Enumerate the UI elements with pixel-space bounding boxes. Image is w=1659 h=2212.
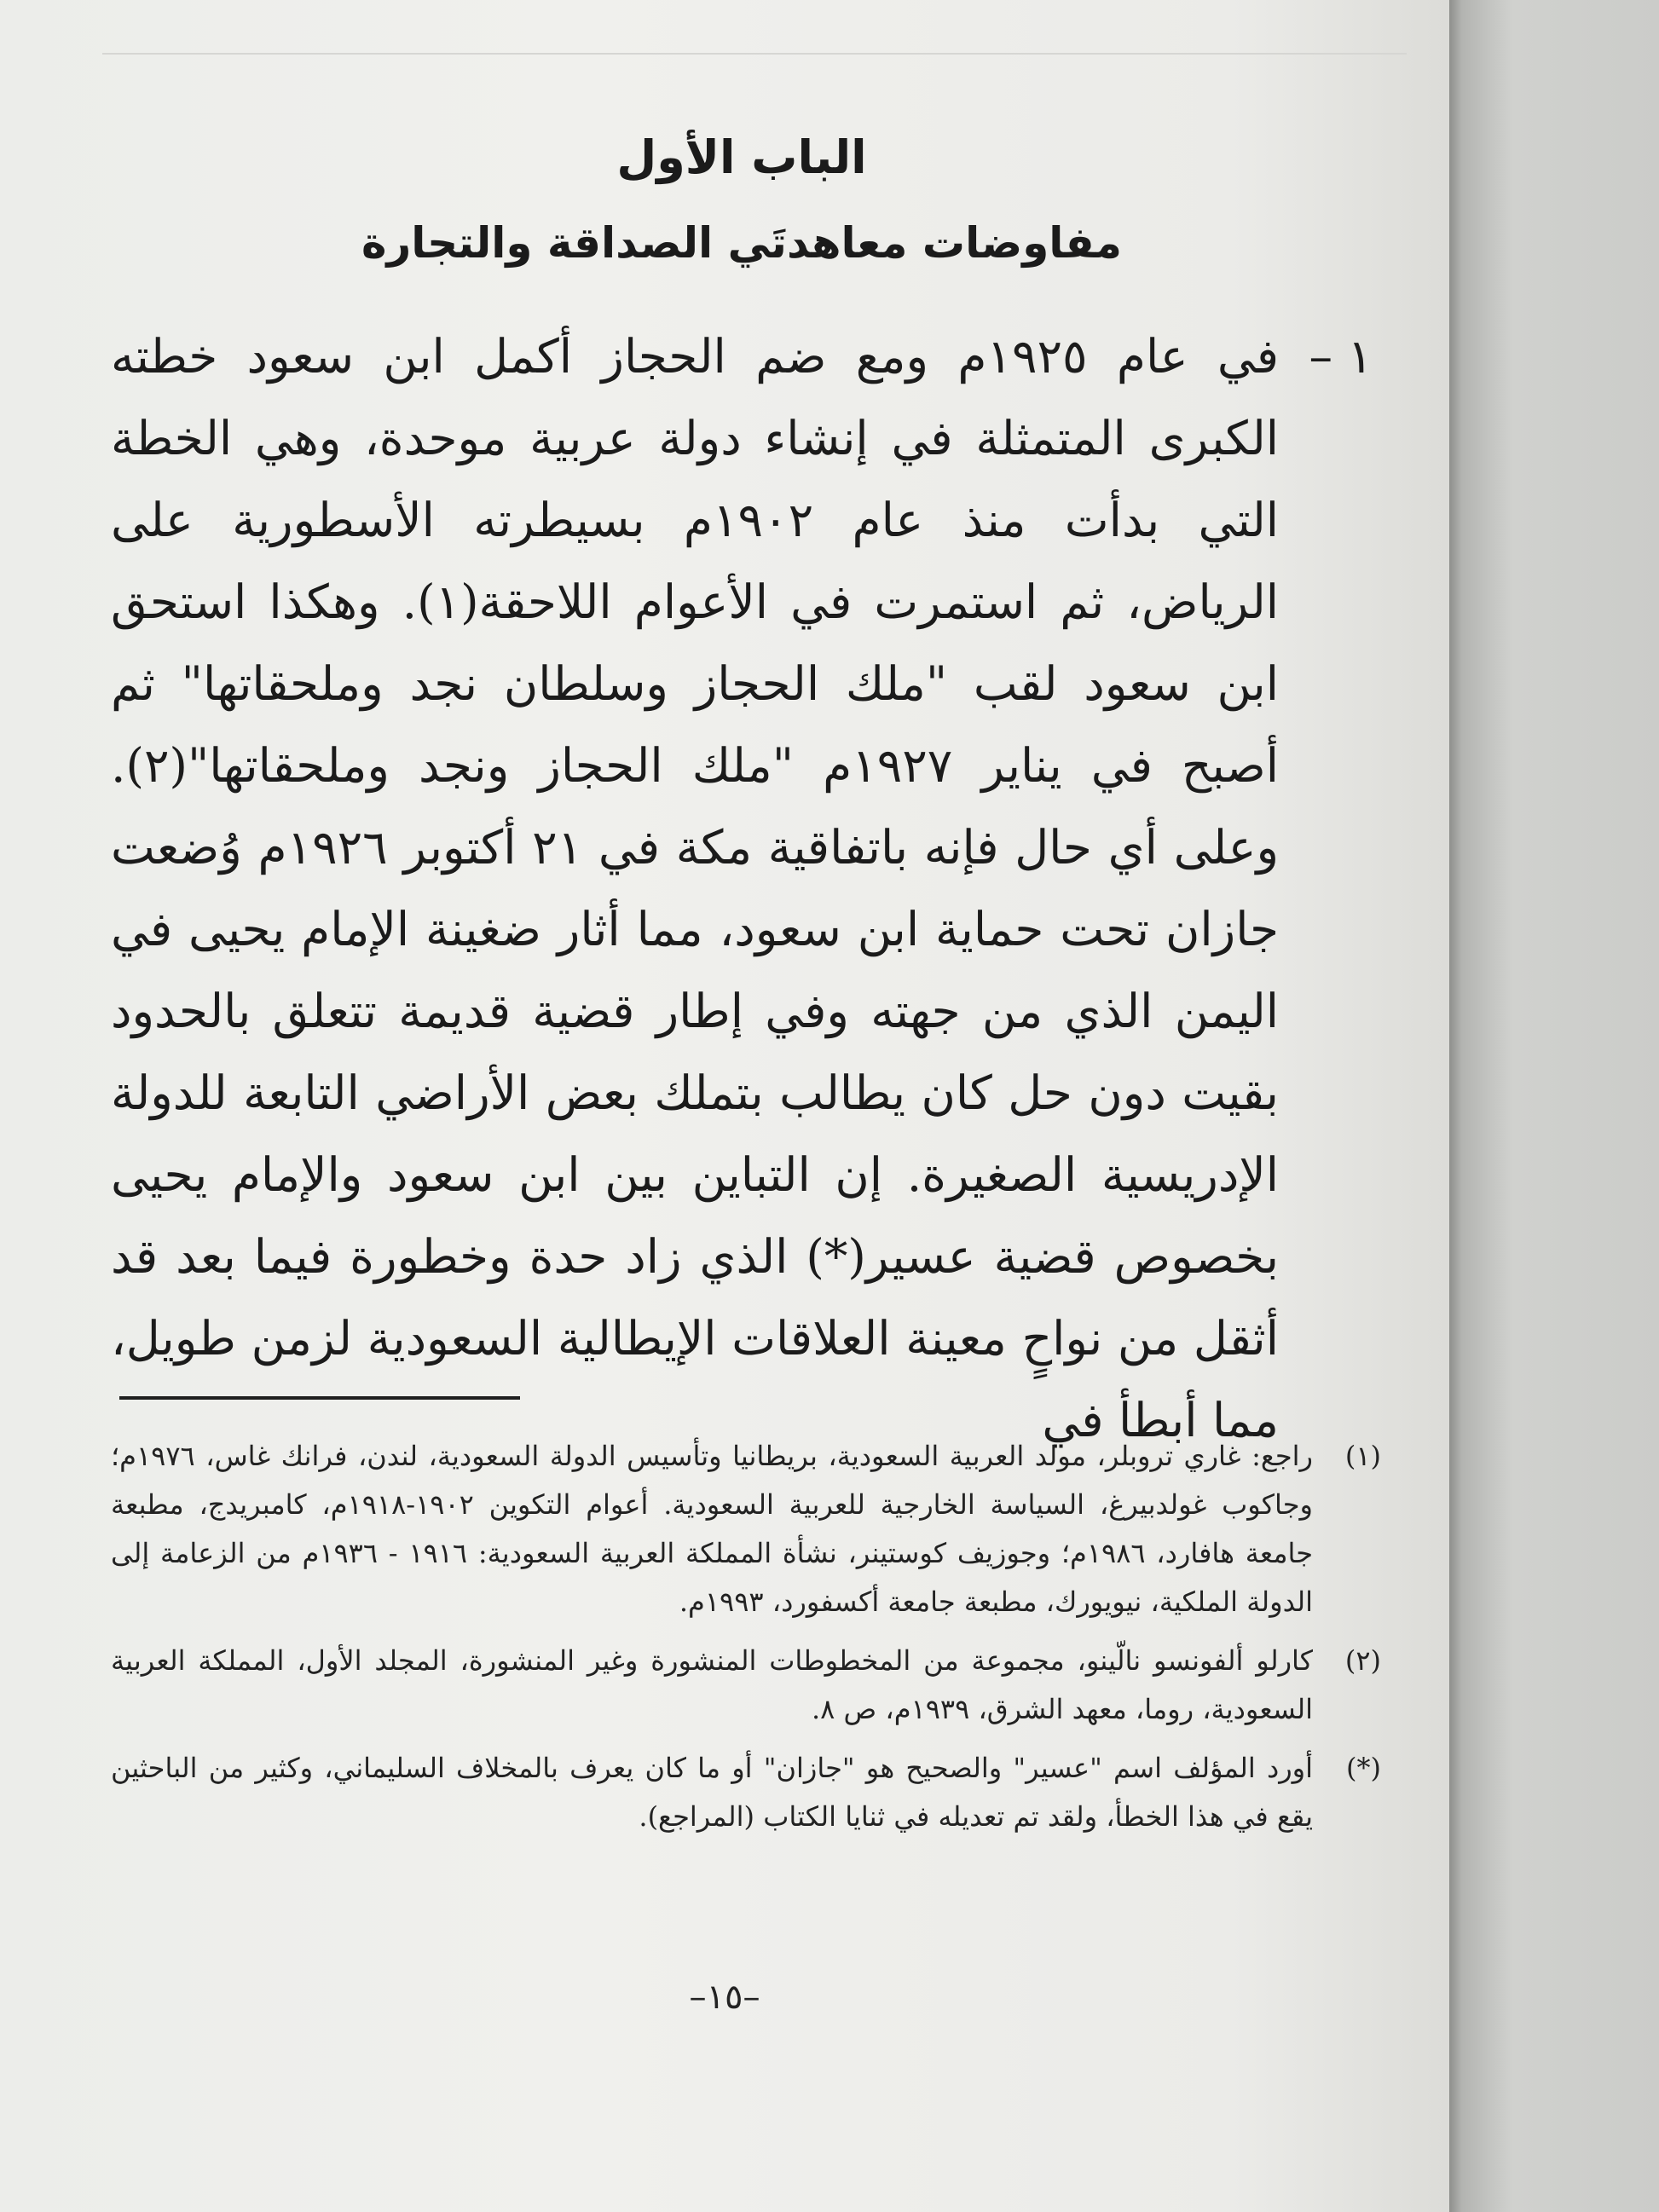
chapter-title: الباب الأول xyxy=(616,130,867,184)
body-paragraph xyxy=(111,315,1373,1461)
page-content xyxy=(111,128,1373,1461)
footnote-mark: (٢) xyxy=(1344,1644,1381,1677)
page-number: –١٥– xyxy=(689,1978,760,2017)
body-text: في عام ١٩٢٥م ومع ضم الحجاز أكمل ابن سعود خطته الكبرى المتمثلة في إنشاء دولة عربية موحدة، وهي الخطة التي بدأت منذ عام ١٩٠٢م بسيطرته الأسطورية على الرياض، ثم استمرت في الأعوام اللاحقة(١). وهكذا استحق ابن سعود لقب "ملك الحجاز وسلطان نجد وملحقاتها" ثم أصبح في يناير ١٩٢٧م "ملك الحجاز ونجد وملحقاتها"(٢). وعلى أي حال فإنه باتفاقية مكة في ٢١ أكتوبر ١٩٢٦م وُضعت جازان تحت حماية ابن سعود، مما أثار ضغينة الإمام يحيى في اليمن الذي من جهته وفي إطار قضية قديمة تتعلق بالحدود بقيت دون حل كان يطالب بتملك بعض الأراضي التابعة للدولة الإدريسية الصغيرة. إن التباين بين ابن سعود والإمام يحيى بخصوص قضية عسير(*) الذي زاد حدة وخطورة فيما بعد قد أثقل من نواحٍ معينة العلاقات الإيطالية السعودية لزمن طويل، مما أبطأ في xyxy=(111,329,1280,1447)
footnote-mark: (١) xyxy=(1344,1440,1381,1472)
footnote-text: أورد المؤلف اسم "عسير" والصحيح هو "جازان" أو ما كان يعرف بالمخلاف السليماني، وكثير من الباحثين يقع في هذا الخطأ، ولقد تم تعديله في ثنايا الكتاب (المراجع). xyxy=(111,1752,1314,1833)
footnote-3 xyxy=(111,1744,1381,1841)
facing-page-edge xyxy=(1449,0,1659,2212)
footnote-text: راجع: غاري تروبلر، مولد العربية السعودية، بريطانيا وتأسيس الدولة السعودية، لندن، فرانك غاس، ١٩٧٦م؛ وجاكوب غولدبيرغ، السياسة الخارجية للعربية السعودية. أعوام التكوين ١٩٠٢-١٩١٨م، كامبريدج، مطبعة جامعة هافارد، ١٩٨٦م؛ وجوزيف كوستينر، نشأة المملكة العربية السعودية: ١٩١٦ - ١٩٣٦م من الزعامة إلى الدولة الملكية، نيويورك، مطبعة جامعة أكسفورد، ١٩٩٣م. xyxy=(111,1440,1314,1618)
footnote-text: كارلو ألفونسو نالّينو، مجموعة من المخطوطات المنشورة وغير المنشورة، المجلد الأول، المملكة العربية السعودية، روما، معهد الشرق، ١٩٣٩م، ص ٨. xyxy=(111,1644,1313,1725)
footnote-separator xyxy=(119,1396,520,1400)
footnote-mark: (*) xyxy=(1346,1752,1381,1784)
running-head-rule xyxy=(102,53,1407,55)
footnotes xyxy=(111,1432,1381,1851)
paragraph-number: ١ – xyxy=(1309,329,1373,384)
footnote-1 xyxy=(111,1432,1381,1626)
footnote-2 xyxy=(111,1637,1381,1734)
chapter-subtitle: مفاوضات معاهدتَي الصداقة والتجارة xyxy=(361,218,1122,268)
